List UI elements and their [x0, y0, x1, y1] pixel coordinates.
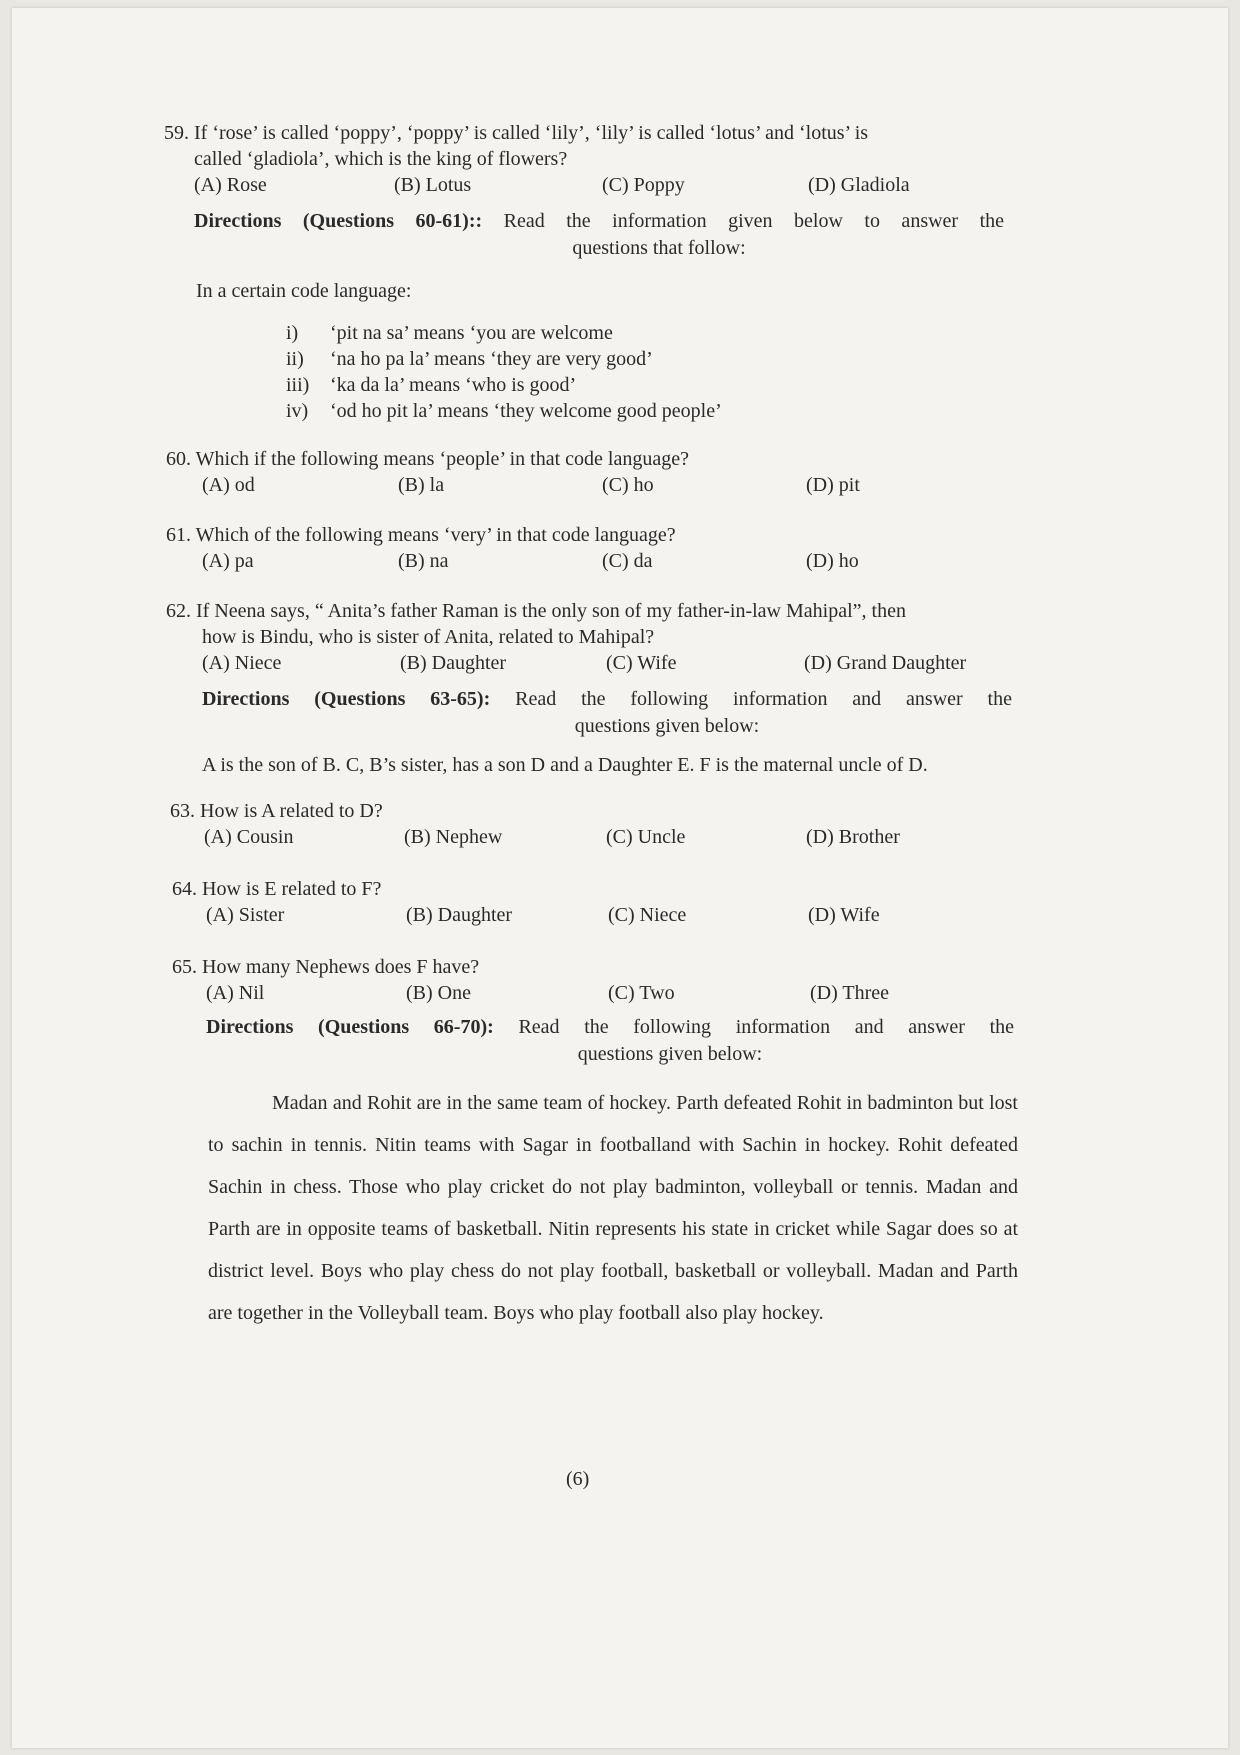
- q64-option-d[interactable]: (D) Wife: [808, 904, 880, 926]
- code-list-num: iii): [286, 374, 310, 396]
- q59-option-c[interactable]: (C) Poppy: [602, 174, 685, 196]
- q62-option-b[interactable]: (B) Daughter: [400, 652, 507, 674]
- passage: Madan and Rohit are in the same team of hockey. Parth defeated Rohit in badminton but lost to sachin in tennis. Nitin teams with Sagar in footballand with Sachin in hockey. Rohit defeated Sachin in chess. Those who play cricket do not play badminton, volleyball or tennis. Madan and Parth are in opposite teams of basketball. Nitin represents his state in cricket while Sagar does so at district level. Boys who play chess do not play football, basketball or volleyball. Madan and Parth are together in the Volleyball team. Boys who play football also play hockey.: [208, 1092, 1018, 1324]
- code-list-text: ‘na ho pa la’ means ‘they are very good’: [330, 348, 653, 370]
- info-63-65: A is the son of B. C, B’s sister, has a son D and a Daughter E. F is the maternal uncle of D.: [202, 754, 928, 776]
- q65-option-b[interactable]: (B) One: [406, 982, 471, 1004]
- code-list-num: i): [286, 322, 299, 344]
- q65-text: 65. How many Nephews does F have?: [172, 956, 480, 978]
- q62-line1: 62. If Neena says, “ Anita’s father Raman is the only son of my father-in-law Mahipal”, then: [166, 600, 906, 622]
- directions-63-65: [202, 686, 1012, 740]
- q62-option-c[interactable]: (C) Wife: [606, 652, 677, 674]
- q61-option-b[interactable]: (B) na: [398, 550, 449, 572]
- q64-text: 64. How is E related to F?: [172, 878, 382, 900]
- q64-option-a[interactable]: (A) Sister: [206, 904, 285, 926]
- q59-option-d[interactable]: (D) Gladiola: [808, 174, 910, 196]
- q64-option-c[interactable]: (C) Niece: [608, 904, 687, 926]
- code-list-num: iv): [286, 400, 309, 422]
- q65-options: [206, 980, 1026, 1006]
- q65-option-a[interactable]: (A) Nil: [206, 982, 265, 1004]
- q65-option-d[interactable]: (D) Three: [810, 982, 890, 1004]
- code-list: [286, 320, 722, 424]
- q62-option-a[interactable]: (A) Niece: [202, 652, 282, 674]
- q64-options: [206, 902, 1026, 928]
- code-list-item: [286, 346, 722, 372]
- directions-60-61-text: Read the information given below to answer the: [503, 210, 1005, 232]
- exam-page: [12, 8, 1228, 1748]
- q61-option-d[interactable]: (D) ho: [806, 550, 859, 572]
- q60-option-a[interactable]: (A) od: [202, 474, 255, 496]
- q64-option-b[interactable]: (B) Daughter: [406, 904, 513, 926]
- code-intro: In a certain code language:: [196, 280, 412, 302]
- code-list-item: [286, 398, 722, 424]
- q60-option-b[interactable]: (B) la: [398, 474, 445, 496]
- q59-line2: called ‘gladiola’, which is the king of flowers?: [194, 148, 568, 170]
- q62-line2: how is Bindu, who is sister of Anita, related to Mahipal?: [202, 626, 655, 648]
- directions-63-65-text: Read the following information and answer the: [515, 688, 1012, 710]
- directions-60-61: [194, 208, 1004, 262]
- q59-line1: 59. If ‘rose’ is called ‘poppy’, ‘poppy’ is called ‘lily’, ‘lily’ is called ‘lotus’ and ‘lotus’ is: [164, 122, 869, 144]
- q62-option-d[interactable]: (D) Grand Daughter: [804, 652, 967, 674]
- code-list-item: [286, 320, 722, 346]
- code-list-text: ‘od ho pit la’ means ‘they welcome good people’: [330, 400, 722, 422]
- directions-66-70-heading: Directions (Questions 66-70):: [206, 1016, 494, 1038]
- directions-66-70: [206, 1014, 1014, 1068]
- code-list-text: ‘ka da la’ means ‘who is good’: [330, 374, 577, 396]
- q60-option-c[interactable]: (C) ho: [602, 474, 654, 496]
- q61-text: 61. Which of the following means ‘very’ in that code language?: [166, 524, 676, 546]
- q65-option-c[interactable]: (C) Two: [608, 982, 675, 1004]
- q63-option-b[interactable]: (B) Nephew: [404, 826, 503, 848]
- q63-option-c[interactable]: (C) Uncle: [606, 826, 686, 848]
- directions-60-61-heading: Directions (Questions 60-61)::: [194, 210, 483, 232]
- q63-text: 63. How is A related to D?: [170, 800, 383, 822]
- q63-option-a[interactable]: (A) Cousin: [204, 826, 294, 848]
- directions-66-70-text: Read the following information and answer the: [518, 1016, 1015, 1038]
- code-list-text: ‘pit na sa’ means ‘you are welcome: [330, 322, 613, 344]
- directions-63-65-heading: Directions (Questions 63-65):: [202, 688, 491, 710]
- q60-option-d[interactable]: (D) pit: [806, 474, 860, 496]
- q61-option-c[interactable]: (C) da: [602, 550, 653, 572]
- page-number: (6): [566, 1468, 590, 1490]
- q61-options: [202, 548, 1022, 574]
- q59-option-a[interactable]: (A) Rose: [194, 174, 267, 196]
- q63-options: [204, 824, 1024, 850]
- q59-option-b[interactable]: (B) Lotus: [394, 174, 472, 196]
- q61-option-a[interactable]: (A) pa: [202, 550, 254, 572]
- q62-options: [202, 650, 1022, 676]
- q60-options: [202, 472, 1022, 498]
- q63-option-d[interactable]: (D) Brother: [806, 826, 900, 848]
- q59-options: [194, 172, 1014, 198]
- directions-66-70-line2: questions given below:: [577, 1043, 763, 1065]
- directions-60-61-line2: questions that follow:: [572, 237, 746, 259]
- code-list-num: ii): [286, 348, 304, 370]
- q60-text: 60. Which if the following means ‘people’ in that code language?: [166, 448, 689, 470]
- code-list-item: [286, 372, 722, 398]
- directions-63-65-line2: questions given below:: [574, 715, 760, 737]
